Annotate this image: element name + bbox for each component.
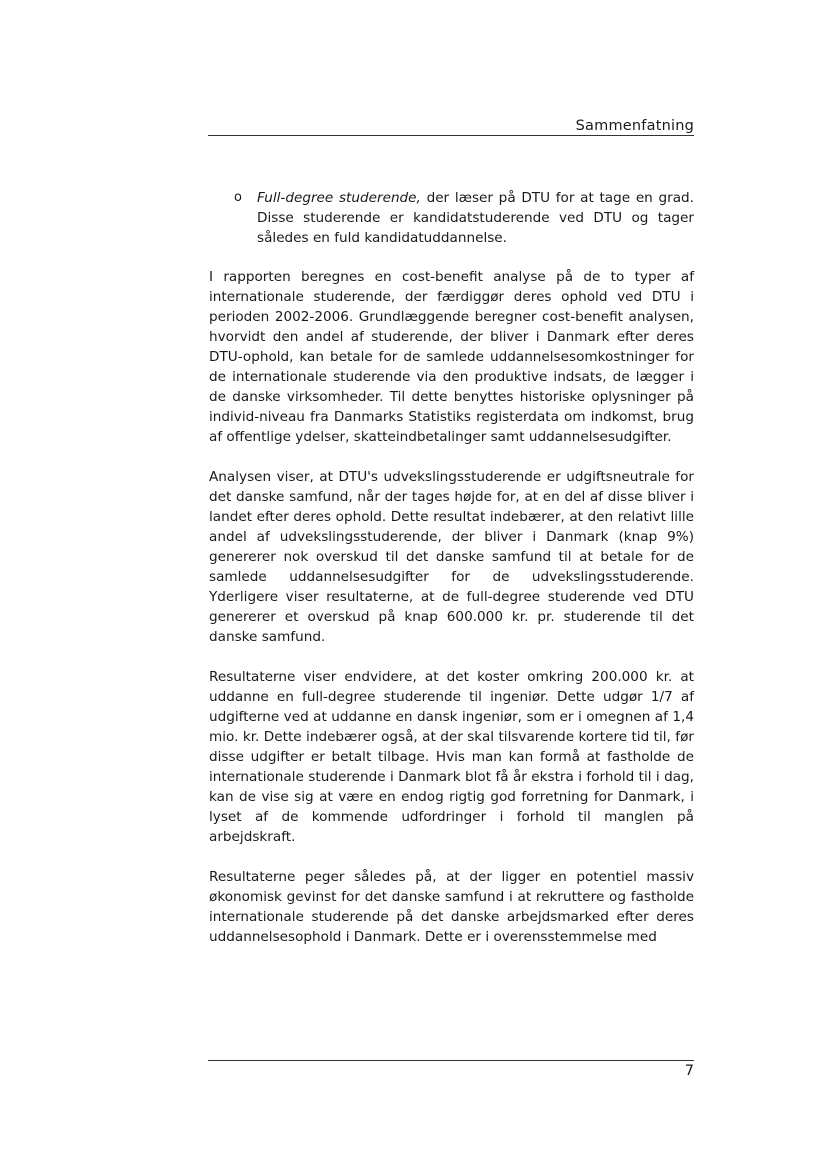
header-rule (208, 135, 694, 136)
paragraph-4: Resultaterne peger således på, at der ligger en potentiel massiv økonomisk gevinst for det danske samfund i at rekruttere og fastholde internationale studerende på det danske arbejdsmarked efter deres uddannelsesophold i Danmark. Dette er i overensstemmelse med (209, 869, 694, 945)
paragraph-1: I rapporten beregnes en cost-benefit analyse på de to typer af internationale studerende, der færdiggør deres ophold ved DTU i perioden 2002-2006. Grundlæggende beregner cost-benefit analysen, hvorvidt den andel af studerende, der bliver i Danmark efter deres DTU-ophold, kan betale for de samlede uddannelsesomkostninger for de internationale studerende via den produktive indsats, de lægger i de danske virksomheder. Til dette benyttes historiske oplysninger på individ-niveau fra Danmarks Statistiks registerdata om indkomst, brug af offentlige ydelser, skatteindbetalinger samt uddannelsesudgifter. (209, 269, 694, 445)
bullet-term: Full-degree studerende, (257, 190, 421, 206)
footer-rule (208, 1060, 694, 1061)
bullet-text: der læser på DTU for at tage en grad. Disse studerende er kandidatstuderende ved DTU og tager således en fuld kandidatuddannelse. (257, 190, 694, 246)
bullet-marker-icon: o (234, 190, 242, 205)
page-number: 7 (684, 1063, 694, 1079)
page-header-title: Sammenfatning (575, 118, 694, 134)
body-text (209, 188, 694, 967)
paragraph-3: Resultaterne viser endvidere, at det koster omkring 200.000 kr. at uddanne en full-degree studerende til ingeniør. Dette udgør 1/7 af udgifterne ved at uddanne en dansk ingeniør, som er i omegnen af 1,4 mio. kr. Dette indebærer også, at der skal tilsvarende kortere tid til, før disse udgifter er betalt tilbage. Hvis man kan formå at fastholde de internationale studerende i Danmark blot få år ekstra i forhold til i dag, kan de vise sig at være en endog rigtig god forretning for Danmark, i lyset af de kommende udfordringer i forhold til manglen på arbejdskraft. (209, 669, 694, 845)
bullet-item (209, 188, 694, 248)
paragraph-2: Analysen viser, at DTU's udvekslingsstuderende er udgiftsneutrale for det danske samfund, når der tages højde for, at en del af disse bliver i landet efter deres ophold. Dette resultat indebærer, at den relativt lille andel af udvekslingsstuderende, der bliver i Danmark (knap 9%) genererer nok overskud til det danske samfund til at betale for de samlede uddannelsesudgifter for de udvekslingsstuderende. Yderligere viser resultaterne, at de full-degree studerende ved DTU genererer et overskud på knap 600.000 kr. pr. studerende til det danske samfund. (209, 469, 694, 645)
